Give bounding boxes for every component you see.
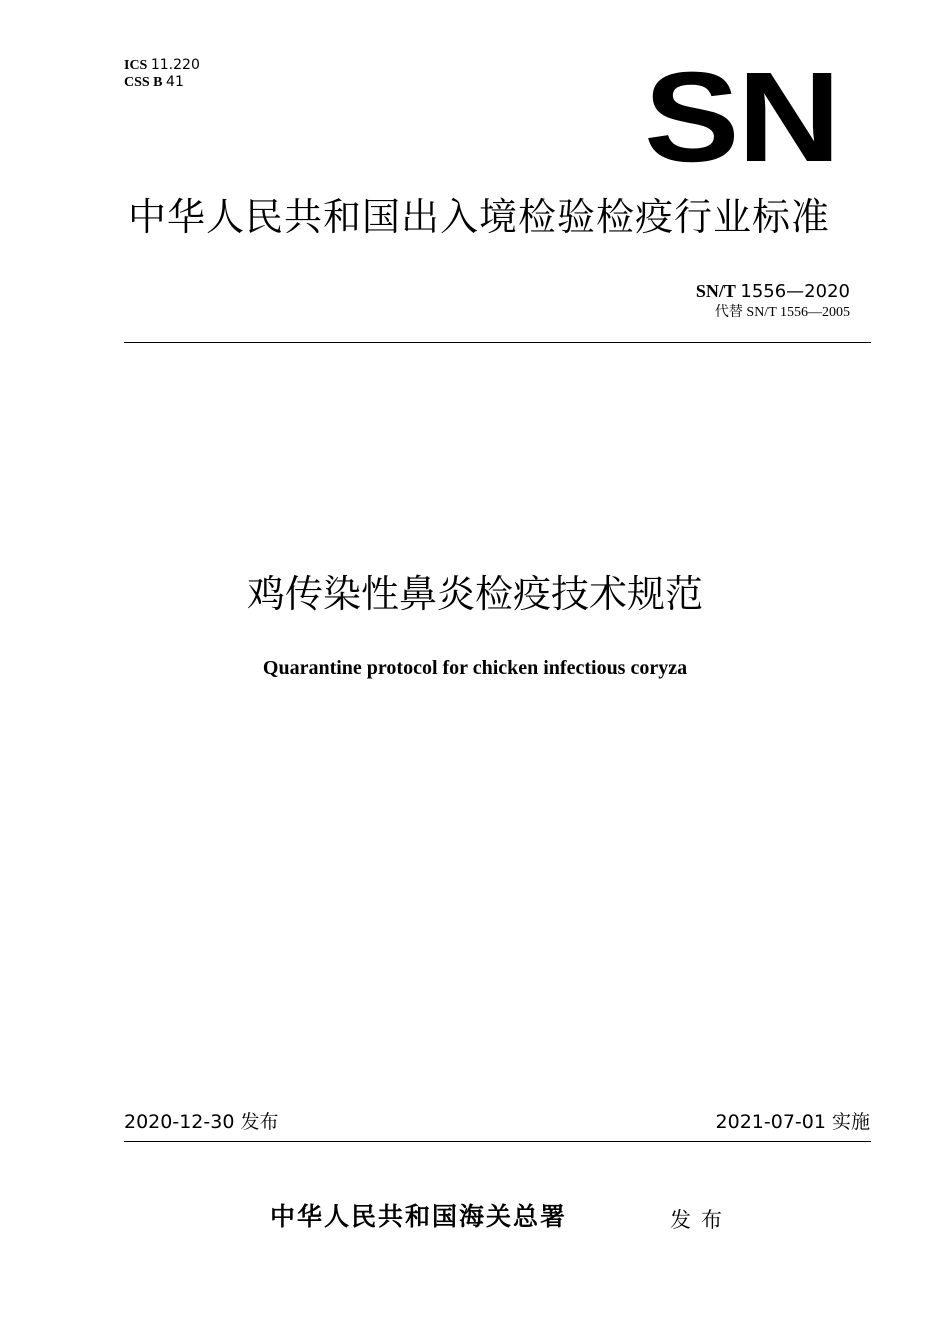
replaces-standard: 代替 SN/T 1556—2005 (714, 305, 850, 320)
ics-label: ICS (124, 58, 148, 73)
publisher-name: 中华人民共和国海关总署 (270, 1204, 568, 1231)
document-title-en: Quarantine protocol for chicken infectious coryza (262, 657, 688, 679)
css-label: CSS B (124, 75, 163, 90)
implementation-date: 2021-07-01 实施 (715, 1111, 870, 1133)
ics-value: 11.220 (150, 57, 200, 73)
top-divider (124, 342, 871, 343)
css-value: 41 (166, 74, 184, 90)
standard-code: SN/T (695, 281, 736, 301)
bottom-divider (124, 1141, 871, 1142)
standard-number-value: 1556—2020 (740, 281, 850, 302)
sn-logo: SN (644, 46, 839, 189)
ics-line (124, 57, 200, 74)
publish-label: 发布 (670, 1208, 732, 1232)
standard-number (696, 280, 850, 303)
css-line (124, 74, 200, 91)
standard-category-title: 中华人民共和国出入境检验检疫行业标准 (128, 195, 831, 239)
issue-date: 2020-12-30 发布 (124, 1111, 279, 1133)
document-title-zh: 鸡传染性鼻炎检疫技术规范 (246, 572, 703, 616)
classification-codes (124, 57, 200, 91)
